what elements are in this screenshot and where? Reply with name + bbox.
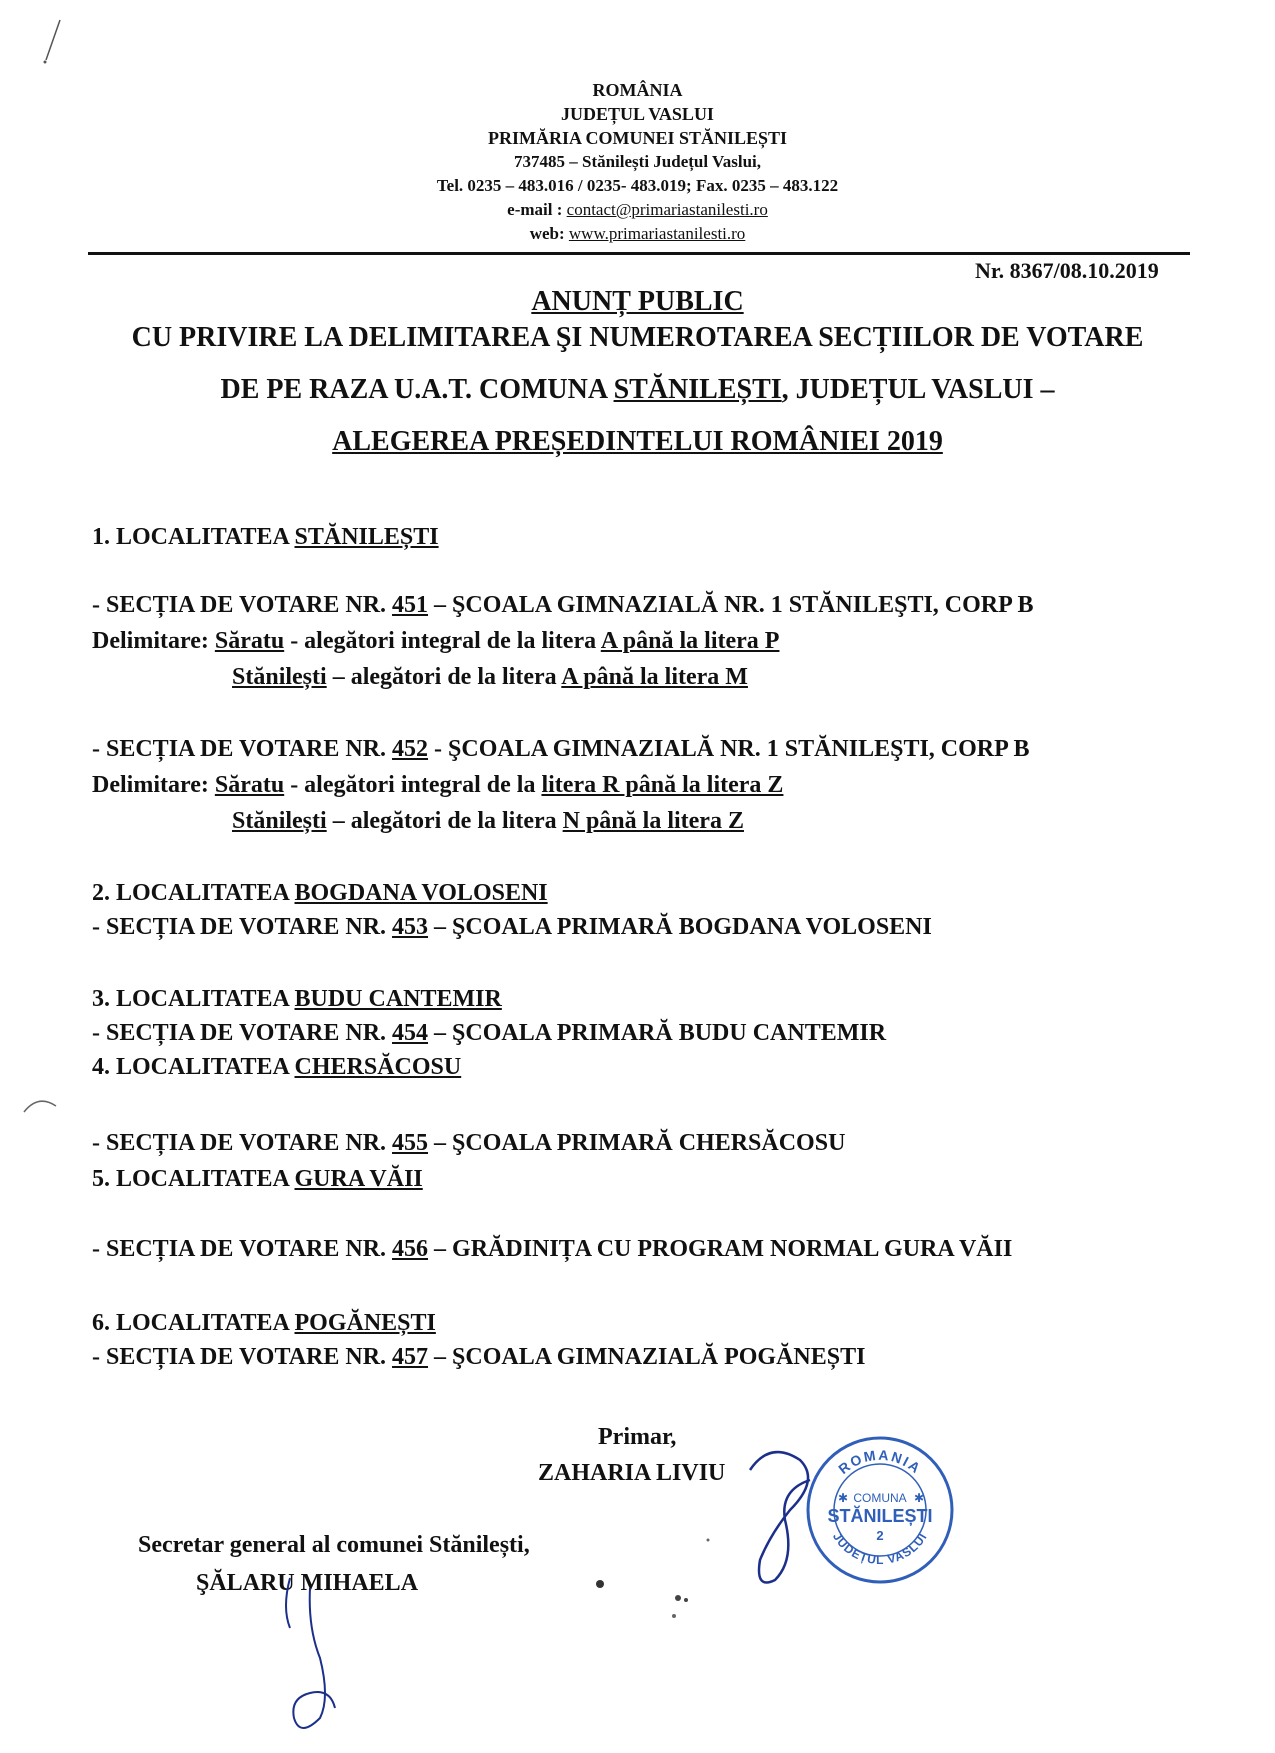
station-455-number: 455	[392, 1130, 429, 1156]
stamp-commune-label: COMUNA	[853, 1491, 907, 1505]
header-address: 737485 – Stănilești Județul Vaslui,	[513, 152, 762, 171]
title-announcement: ANUNȚ PUBLIC	[531, 286, 744, 317]
station-457-number: 457	[392, 1344, 429, 1370]
title-line4: ALEGEREA PREȘEDINTELUI ROMÂNIEI 2019	[332, 426, 943, 457]
section-6-title	[92, 1310, 436, 1337]
polling-station-452	[92, 736, 1029, 763]
delim-451-text1: - alegători integral de la litera	[284, 628, 601, 654]
section-1-title	[92, 524, 439, 551]
polling-station-453	[92, 914, 932, 941]
polling-station-456	[92, 1236, 1012, 1263]
header-divider	[88, 252, 1190, 255]
stamp-star-left: ✱	[838, 1491, 849, 1505]
section-4-title	[92, 1054, 461, 1081]
section-2-name: BOGDANA VOLOSENI	[294, 880, 548, 906]
section-3-title	[92, 986, 502, 1013]
delim-452-range2: N până la litera Z	[562, 808, 744, 834]
polling-station-455	[92, 1130, 845, 1157]
station-453-prefix: - SECȚIA DE VOTARE NR.	[92, 914, 393, 940]
delimitation-452-line1	[92, 772, 783, 799]
header-institution: PRIMĂRIA COMUNEI STĂNILEȘTI	[487, 128, 788, 148]
section-5-name: GURA VĂII	[294, 1166, 423, 1192]
delim-451-range2: A până la litera M	[561, 664, 748, 690]
delim-451-text2: – alegători de la litera	[326, 664, 562, 690]
delim-452-range1: litera R până la litera Z	[541, 772, 784, 798]
station-452-prefix: - SECȚIA DE VOTARE NR.	[92, 736, 393, 762]
stamp-top-text: ROMANIA	[835, 1446, 925, 1478]
title-line3	[0, 374, 1275, 406]
section-3-label: 3. LOCALITATEA	[92, 986, 295, 1012]
document-number: Nr. 8367/08.10.2019	[975, 258, 1159, 283]
section-1-label: 1. LOCALITATEA	[92, 524, 295, 550]
section-6-label: 6. LOCALITATEA	[92, 1310, 295, 1336]
margin-punch-mark	[22, 1092, 62, 1116]
corner-mark	[38, 18, 68, 68]
section-5-title	[92, 1166, 423, 1193]
station-456-name: – GRĂDINIȚA CU PROGRAM NORMAL GURA VĂII	[428, 1236, 1013, 1262]
station-455-prefix: - SECȚIA DE VOTARE NR.	[92, 1130, 393, 1156]
stamp-bottom-text: JUDEȚUL VASLUI	[829, 1529, 931, 1568]
delimitation-451-line2	[232, 664, 748, 691]
delim-451-range1: A până la litera P	[600, 628, 780, 654]
title-line2: CU PRIVIRE LA DELIMITAREA ŞI NUMEROTAREA SECȚIILOR DE VOTARE	[131, 322, 1144, 353]
station-454-prefix: - SECȚIA DE VOTARE NR.	[92, 1020, 393, 1046]
scan-specks	[590, 1500, 710, 1620]
title-line3-c: , JUDEȚUL VASLUI –	[781, 374, 1055, 405]
station-451-prefix: - SECȚIA DE VOTARE NR.	[92, 592, 393, 618]
station-454-number: 454	[392, 1020, 429, 1046]
delim-452-village1: Săratu	[214, 772, 285, 798]
station-454-name: – ŞCOALA PRIMARĂ BUDU CANTEMIR	[428, 1020, 887, 1046]
section-4-label: 4. LOCALITATEA	[92, 1054, 295, 1080]
mayor-title: Primar,	[598, 1424, 677, 1450]
section-6-name: POGĂNEȘTI	[294, 1310, 436, 1336]
station-457-name: – ŞCOALA GIMNAZIALĂ POGĂNEȘTI	[428, 1344, 866, 1370]
header-web-label: web:	[529, 224, 569, 243]
station-456-prefix: - SECȚIA DE VOTARE NR.	[92, 1236, 393, 1262]
secretary-name: ŞĂLARU MIHAELA	[196, 1570, 419, 1596]
stamp-number: 2	[876, 1528, 884, 1543]
secretary-title: Secretar general al comunei Stănilești,	[138, 1532, 530, 1558]
header-email-link[interactable]: contact@primariastanilesti.ro	[566, 200, 768, 219]
delim-451-label: Delimitare:	[92, 628, 215, 654]
stamp-commune-name: STĂNILEȘTI	[827, 1506, 933, 1526]
delim-452-label: Delimitare:	[92, 772, 215, 798]
title-line3-commune: STĂNILEȘTI	[613, 374, 782, 405]
delim-451-village1: Săratu	[214, 628, 285, 654]
header-county: JUDEȚUL VASLUI	[561, 104, 714, 124]
delim-452-text1: - alegători integral de la	[284, 772, 542, 798]
header-email-label: e-mail :	[507, 200, 567, 219]
section-4-name: CHERSĂCOSU	[294, 1054, 462, 1080]
station-452-number: 452	[392, 736, 429, 762]
title-line3-a: DE PE RAZA U.A.T. COMUNA	[220, 374, 614, 405]
polling-station-451	[92, 592, 1033, 619]
stamp-star-right: ✱	[914, 1491, 925, 1505]
section-1-name: STĂNILEȘTI	[294, 524, 439, 550]
header-web-line	[0, 224, 1275, 244]
polling-station-454	[92, 1020, 886, 1047]
official-stamp	[800, 1430, 960, 1590]
delim-452-text2: – alegători de la litera	[326, 808, 563, 834]
station-451-name: – ŞCOALA GIMNAZIALĂ NR. 1 STĂNILEŞTI, CORP B	[428, 592, 1034, 618]
delimitation-451-line1	[92, 628, 779, 655]
section-2-title	[92, 880, 548, 907]
delimitation-452-line2	[232, 808, 744, 835]
section-3-name: BUDU CANTEMIR	[294, 986, 502, 1012]
polling-station-457	[92, 1344, 865, 1371]
station-453-name: – ŞCOALA PRIMARĂ BOGDANA VOLOSENI	[428, 914, 932, 940]
delim-452-village2: Stănilești	[232, 808, 327, 834]
station-451-number: 451	[392, 592, 429, 618]
section-2-label: 2. LOCALITATEA	[92, 880, 295, 906]
section-5-label: 5. LOCALITATEA	[92, 1166, 295, 1192]
station-456-number: 456	[392, 1236, 429, 1262]
station-452-name: - ŞCOALA GIMNAZIALĂ NR. 1 STĂNILEŞTI, CORP B	[428, 736, 1030, 762]
station-457-prefix: - SECȚIA DE VOTARE NR.	[92, 1344, 393, 1370]
header-email-line	[0, 200, 1275, 220]
delim-451-village2: Stănilești	[232, 664, 327, 690]
secretary-signature	[280, 1568, 360, 1738]
station-455-name: – ŞCOALA PRIMARĂ CHERSĂCOSU	[428, 1130, 846, 1156]
station-453-number: 453	[392, 914, 429, 940]
header-country: ROMÂNIA	[592, 80, 683, 100]
header-phones: Tel. 0235 – 483.016 / 0235- 483.019; Fax. 0235 – 483.122	[436, 176, 839, 195]
mayor-name: ZAHARIA LIVIU	[538, 1460, 726, 1486]
header-web-link[interactable]: www.primariastanilesti.ro	[568, 224, 746, 243]
